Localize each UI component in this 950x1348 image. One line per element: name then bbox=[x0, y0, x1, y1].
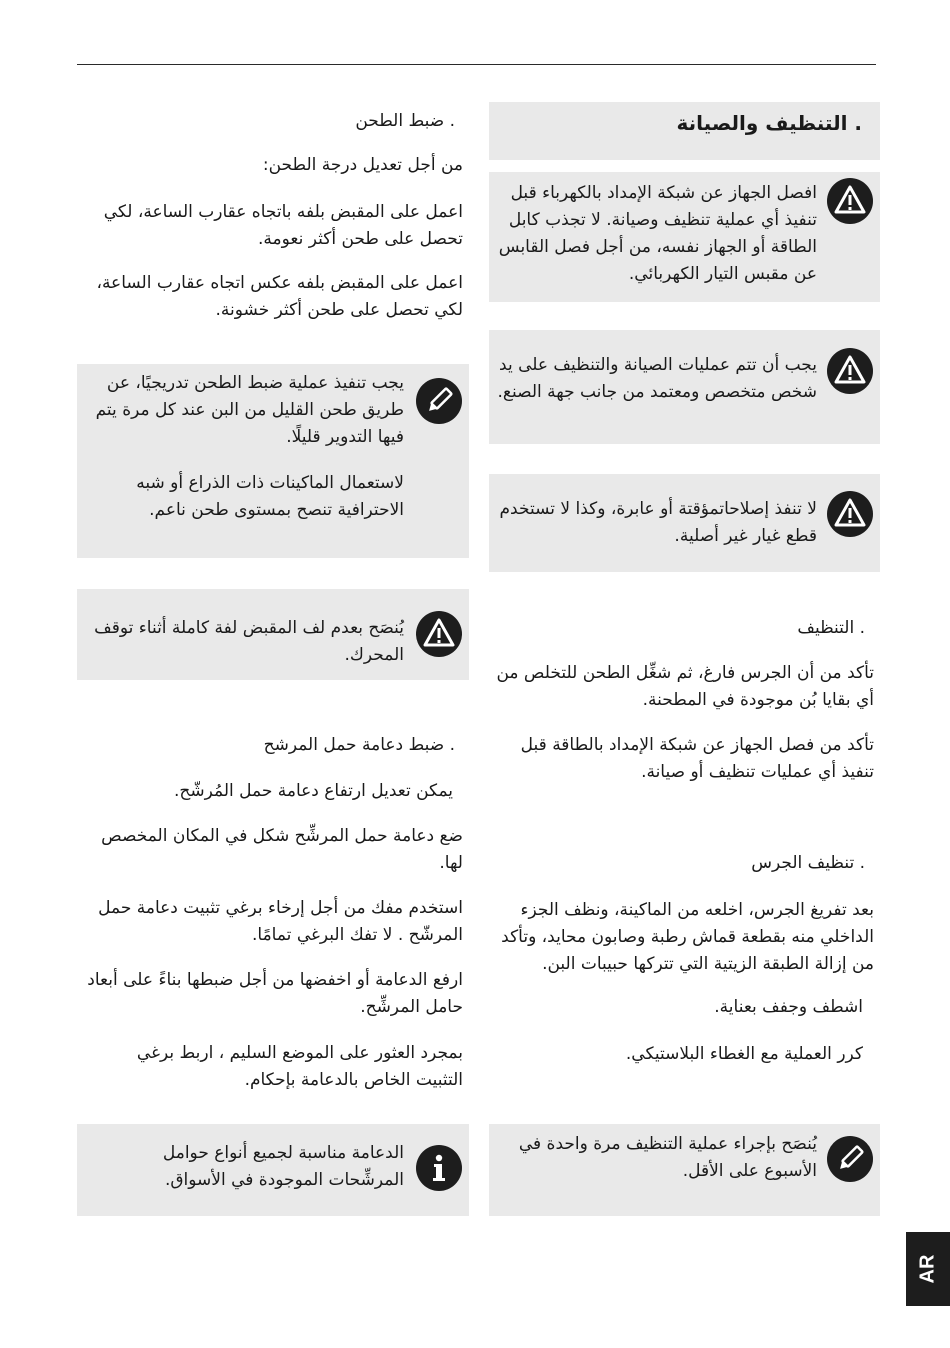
fine-grind-note: لاستعمال الماكينات ذات الذراع أو شبه الاحترافية تنصح بمستوى طحن ناعم. bbox=[136, 473, 404, 520]
warning-specialist-text: يجب أن تتم عمليات الصيانة والتنظيف على يد شخص متخصص ومعتمد من جانب جهة الصنع. bbox=[497, 355, 817, 402]
filter-holder-info-text: الدعامة مناسبة لجميع أنواع حوامل المرشِّحات الموجودة في الأسواق. bbox=[162, 1143, 404, 1190]
bell-cleaning-paragraph: اشطف وجفف بعناية. bbox=[714, 997, 863, 1017]
filter-holder-step: استخدم مفك من أجل إرخاء برغي تثبيت دعامة حمل المرشّح . لا تفك البرغي تمامًا. bbox=[98, 898, 463, 945]
cleaning-paragraph: تأكد من فصل الجهاز عن شبكة الإمداد بالطاقة قبل تنفيذ أي عمليات تنظيف أو صيانة. bbox=[520, 735, 874, 782]
cleaning-maintenance-heading: . التنظيف والصيانة bbox=[676, 111, 862, 135]
filter-holder-subtitle: . ضبط دعامة حمل المرشح bbox=[263, 735, 455, 755]
language-tab-label: AR bbox=[916, 1254, 939, 1284]
pencil-icon bbox=[827, 1136, 873, 1182]
grind-finer-paragraph: اعمل على المقبض بلفه باتجاه عقارب الساعة، لكي تحصل على طحن أكثر نعومة. bbox=[103, 202, 463, 249]
bell-cleaning-subtitle: . تنظيف الجرس bbox=[751, 853, 865, 873]
language-tab bbox=[906, 1232, 950, 1306]
filter-holder-step: ارفع الدعامة أو اخفضها من أجل ضبطها بناءً على أبعاد حامل المرشِّح. bbox=[87, 970, 463, 1017]
bell-cleaning-paragraph: بعد تفريغ الجرس، اخلعه من الماكينة، ونظف الجزء الداخلي منه بقطعة قماش رطبة وصابون محايد، وتأكد من إزالة الطبقة الزيتية التي تتركها حبيبات البن. bbox=[501, 900, 874, 974]
warning-icon bbox=[827, 348, 873, 394]
warning-icon bbox=[416, 611, 462, 657]
weekly-cleaning-note: يُنصَح بإجراء عملية التنظيف مرة واحدة في الأسبوع على الأقل. bbox=[518, 1134, 817, 1181]
filter-holder-step: بمجرد العثور على الموضع السليم ، اربط برغي التثبيت الخاص بالدعامة بإحكام. bbox=[136, 1043, 463, 1090]
pencil-icon bbox=[416, 378, 462, 424]
cleaning-subtitle: . التنظيف bbox=[797, 618, 865, 638]
knob-warning-text: يُنصَح بعدم لف المقبض لفة كاملة أثناء توقف المحرك. bbox=[94, 618, 404, 665]
grind-adjustment-subtitle: . ضبط الطحن bbox=[355, 111, 455, 131]
bell-cleaning-paragraph: كرر العملية مع الغطاء البلاستيكي. bbox=[625, 1044, 863, 1064]
grind-intro: من أجل تعديل درجة الطحن: bbox=[262, 155, 463, 175]
warning-icon bbox=[827, 491, 873, 537]
warning-repairs-text: لا تنفذ إصلاحاتمؤقتة أو عابرة، وكذا لا تستخدم قطع غيار غير أصلية. bbox=[499, 499, 817, 546]
warning-unplug-text: افصل الجهاز عن شبكة الإمداد بالكهرباء قبل تنفيذ أي عملية تنظيف وصيانة. لا تجذب كابل الطاقة أو الجهاز نفسه، من أجل فصل القابس عن مقبس التيار الكهربائي. bbox=[498, 183, 817, 284]
filter-holder-intro: يمكن تعديل ارتفاع دعامة حمل المُرشّح. bbox=[173, 781, 453, 801]
top-rule bbox=[77, 64, 876, 65]
info-icon bbox=[416, 1145, 462, 1191]
filter-holder-step: ضع دعامة حمل المرشِّح شكل في المكان المخصص لها. bbox=[101, 826, 463, 873]
warning-icon bbox=[827, 178, 873, 224]
gradual-adjustment-note: يجب تنفيذ عملية ضبط الطحن تدريجيًا، عن طريق طحن القليل من البن عند كل مرة يتم فيها التدوير قليلًا. bbox=[95, 373, 404, 447]
grind-coarser-paragraph: اعمل على المقبض بلفه عكس اتجاه عقارب الساعة، لكي تحصل على طحن أكثر خشونة. bbox=[96, 273, 463, 320]
cleaning-paragraph: تأكد من أن الجرس فارغ، ثم شغِّل الطحن للتخلص من أي بقايا بُن موجودة في المطحنة. bbox=[496, 663, 874, 710]
